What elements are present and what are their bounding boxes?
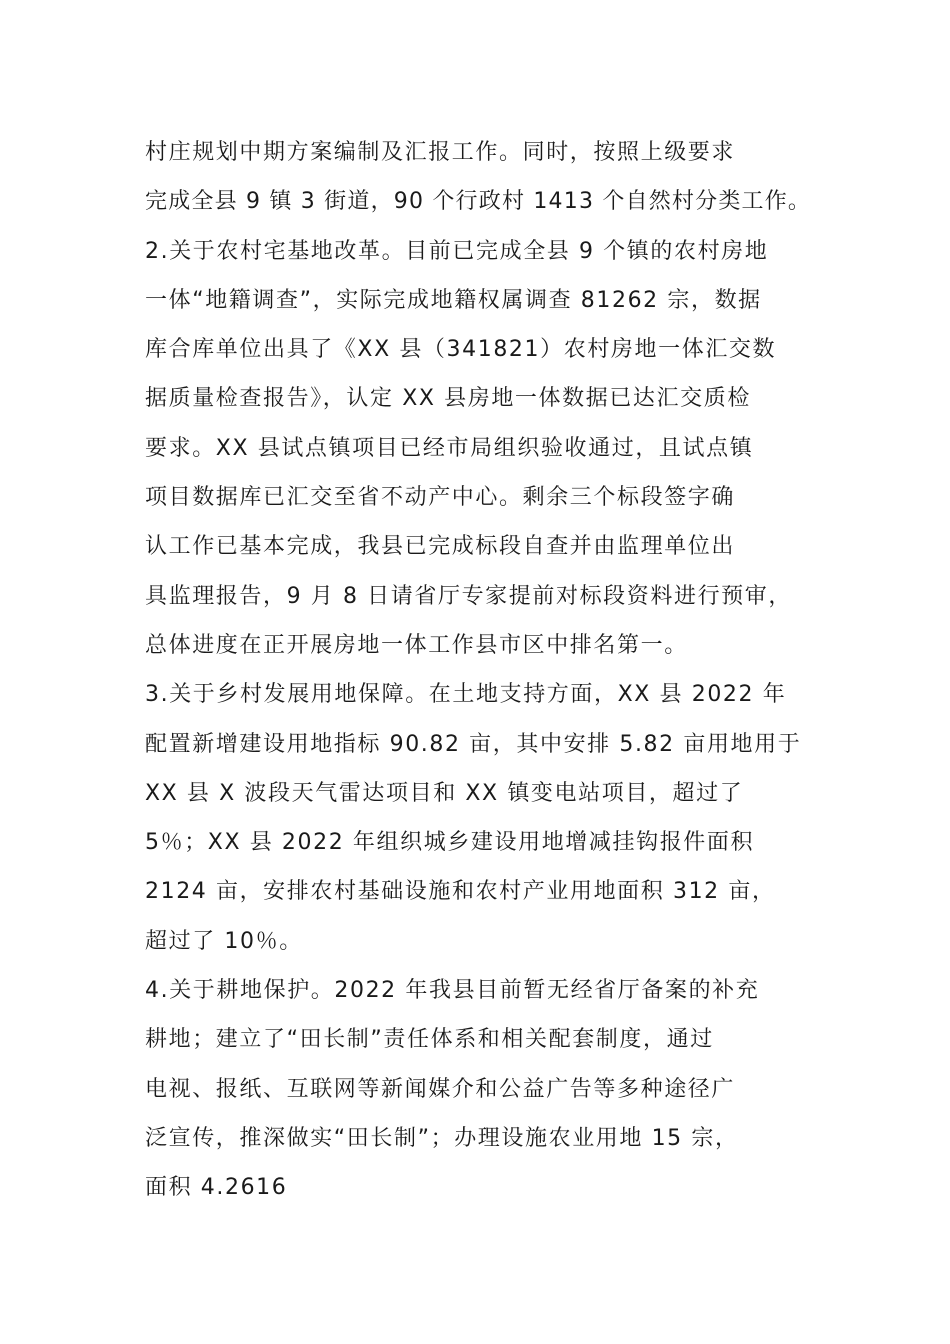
text-line: 配置新增建设用地指标 90.82 亩，其中安排 5.82 亩用地用于 bbox=[145, 731, 802, 757]
text-line: 一体“地籍调查”，实际完成地籍权属调查 81262 宗，数据 bbox=[145, 287, 762, 313]
document-body bbox=[145, 128, 815, 1213]
text-line: 村庄规划中期方案编制及汇报工作。同时，按照上级要求 bbox=[145, 140, 736, 165]
text-line: 认工作已基本完成，我县已完成标段自查并由监理单位出 bbox=[145, 534, 736, 560]
text-line: 泛宣传，推深做实“田长制”；办理设施农业用地 15 宗， bbox=[145, 1125, 739, 1151]
text-line: 库合库单位出具了《XX 县（341821）农村房地一体汇交数 bbox=[145, 337, 777, 363]
text-line: 2124 亩，安排农村基础设施和农村产业用地面积 312 亩， bbox=[145, 879, 776, 905]
text-line: 总体进度在正开展房地一体工作县市区中排名第一。 bbox=[145, 632, 688, 658]
text-line: 超过了 10％。 bbox=[145, 928, 303, 954]
text-line: 3.关于乡村发展用地保障。在土地支持方面，XX 县 2022 年 bbox=[145, 682, 787, 708]
text-line: 完成全县 9 镇 3 街道，90 个行政村 1413 个自然村分类工作。 bbox=[145, 189, 812, 215]
text-line: 项目数据库已汇交至省不动产中心。剩余三个标段签字确 bbox=[145, 485, 736, 511]
text-line: 据质量检查报告》，认定 XX 县房地一体数据已达汇交质检 bbox=[145, 386, 751, 412]
text-line: 电视、报纸、互联网等新闻媒介和公益广告等多种途径广 bbox=[145, 1076, 736, 1102]
text-line: 面积 4.2616 bbox=[145, 1175, 288, 1201]
text-line: 2.关于农村宅基地改革。目前已完成全县 9 个镇的农村房地 bbox=[145, 238, 769, 264]
text-line: 耕地；建立了“田长制”责任体系和相关配套制度，通过 bbox=[145, 1027, 714, 1053]
text-line: 4.关于耕地保护。2022 年我县目前暂无经省厅备案的补充 bbox=[145, 978, 760, 1004]
text-line: 要求。XX 县试点镇项目已经市局组织验收通过，且试点镇 bbox=[145, 435, 754, 461]
text-line: 具监理报告，9 月 8 日请省厅专家提前对标段资料进行预审， bbox=[145, 583, 792, 609]
text-line: 5％；XX 县 2022 年组织城乡建设用地增减挂钩报件面积 bbox=[145, 830, 755, 856]
text-line: XX 县 X 波段天气雷达项目和 XX 镇变电站项目，超过了 bbox=[145, 780, 744, 806]
